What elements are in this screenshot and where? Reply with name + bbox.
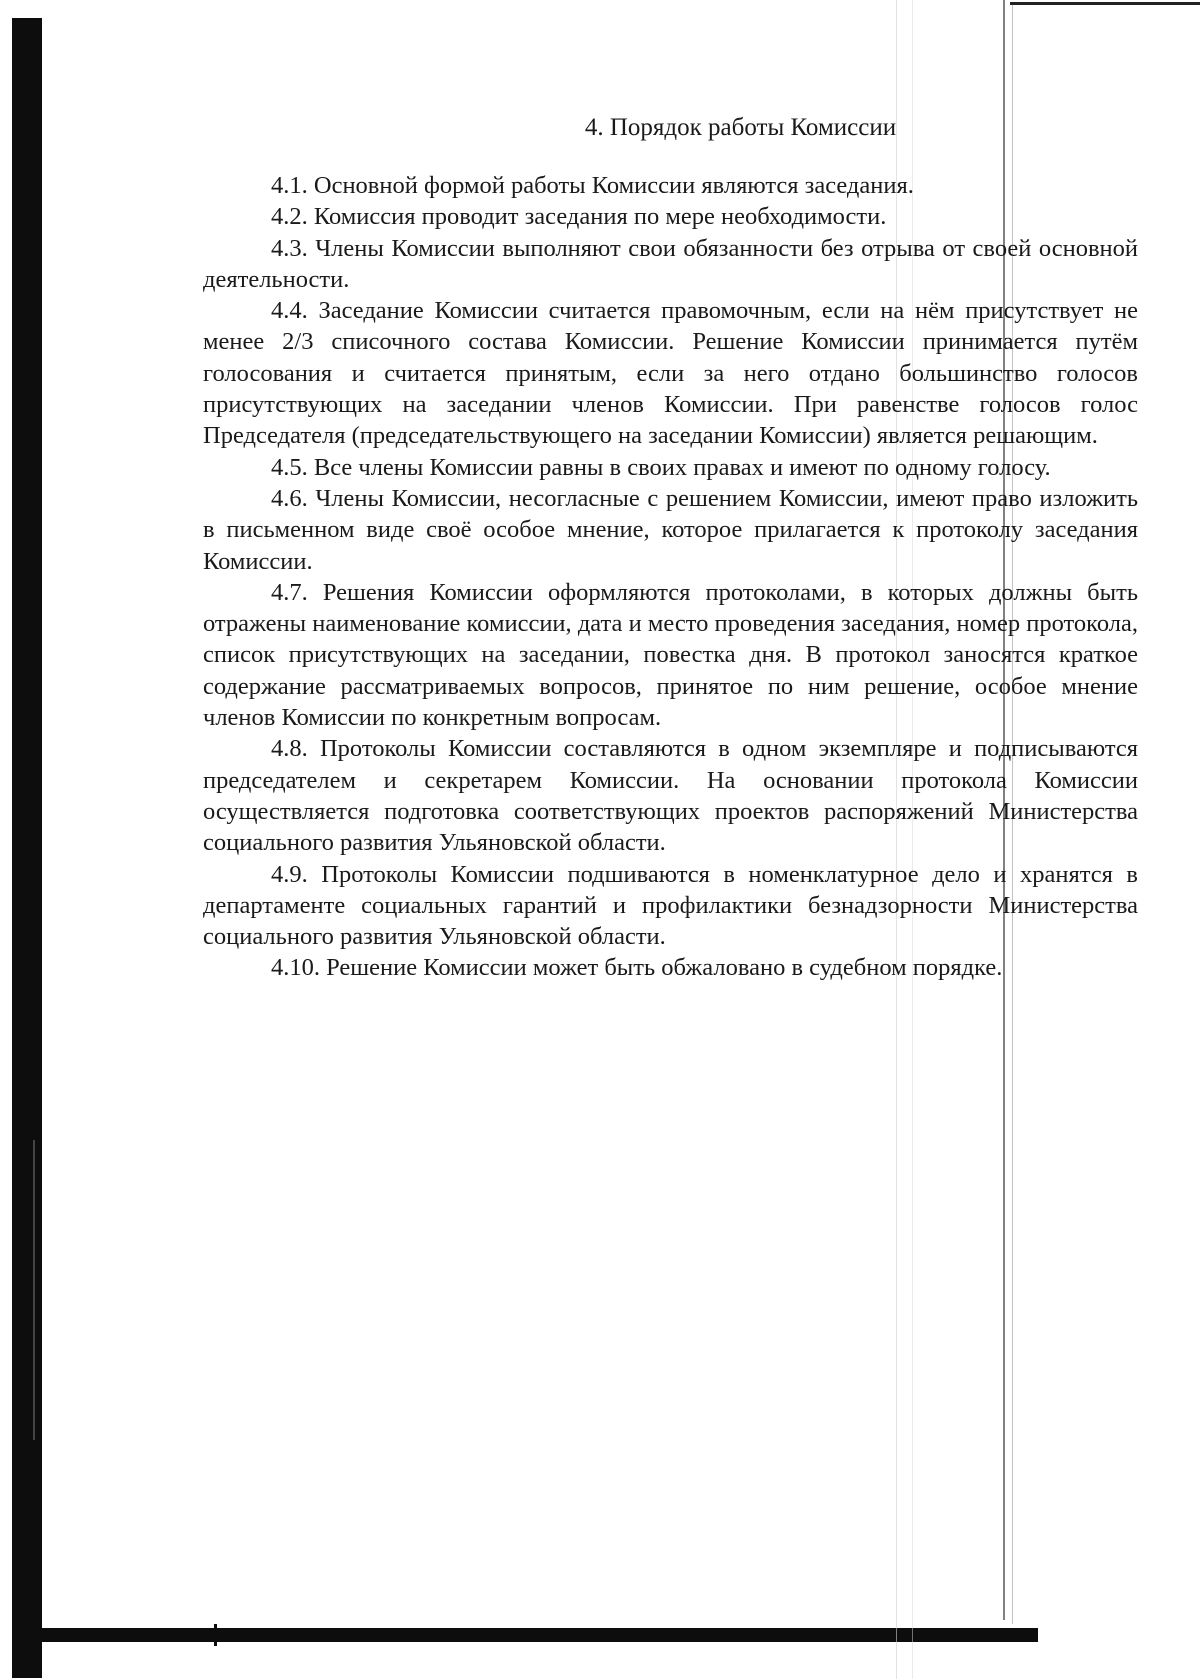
scan-top-edge <box>1010 2 1200 5</box>
paragraph-4-6: 4.6. Члены Комиссии, несогласные с решением Комиссии, имеют право изложить в письменном виде своё особое мнение, которое прилагается к протоколу заседания Комиссии. <box>203 484 1138 575</box>
document-page <box>203 112 1138 984</box>
paragraph-4-4: 4.4. Заседание Комиссии считается правомочным, если на нём присутствует не менее 2/3 списочного состава Комиссии. Решение Комиссии принимается путём голосования и считается принятым, если за него отдано большинство голосов присутствующих на заседании членов Комиссии. При равенстве голосов голос Председателя (председательствующего на заседании Комиссии) является решающим. <box>203 297 1138 450</box>
paragraph-4-3: 4.3. Члены Комиссии выполняют свои обязанности без отрыва от своей основной деятельности. <box>203 234 1138 293</box>
scan-bottom-border <box>38 1628 1038 1642</box>
paragraph-4-5: 4.5. Все члены Комиссии равны в своих правах и имеют по одному голосу. <box>271 453 1051 481</box>
paragraph-4-2: 4.2. Комиссия проводит заседания по мере необходимости. <box>271 203 887 231</box>
paragraph-4-9: 4.9. Протоколы Комиссии подшиваются в номенклатурное дело и хранятся в департаменте социальных гарантий и профилактики безнадзорности Министерства социального развития Ульяновской области. <box>203 860 1138 951</box>
paragraph-4-7: 4.7. Решения Комиссии оформляются протоколами, в которых должны быть отражены наименование комиссии, дата и место проведения заседания, номер протокола, список присутствующих на заседании, повестка дня. В протокол заносятся краткое содержание рассматриваемых вопросов, принятое по ним решение, особое мнение членов Комиссии по конкретным вопросам. <box>203 578 1138 732</box>
paragraph-4-10: 4.10. Решение Комиссии может быть обжаловано в судебном порядке. <box>271 954 1003 982</box>
paragraph-4-8: 4.8. Протоколы Комиссии составляются в одном экземпляре и подписываются председателем и секретарем Комиссии. На основании протокола Комиссии осуществляется подготовка соответствующих проектов распоряжений Министерства социального развития Ульяновской области. <box>203 735 1138 857</box>
scan-left-border <box>12 18 42 1678</box>
paragraph-4-1: 4.1. Основной формой работы Комиссии являются заседания. <box>271 172 914 199</box>
scan-bottom-notch <box>214 1624 217 1646</box>
scan-left-thin-line <box>33 1140 35 1440</box>
section-heading: 4. Порядок работы Комиссии <box>584 114 897 141</box>
